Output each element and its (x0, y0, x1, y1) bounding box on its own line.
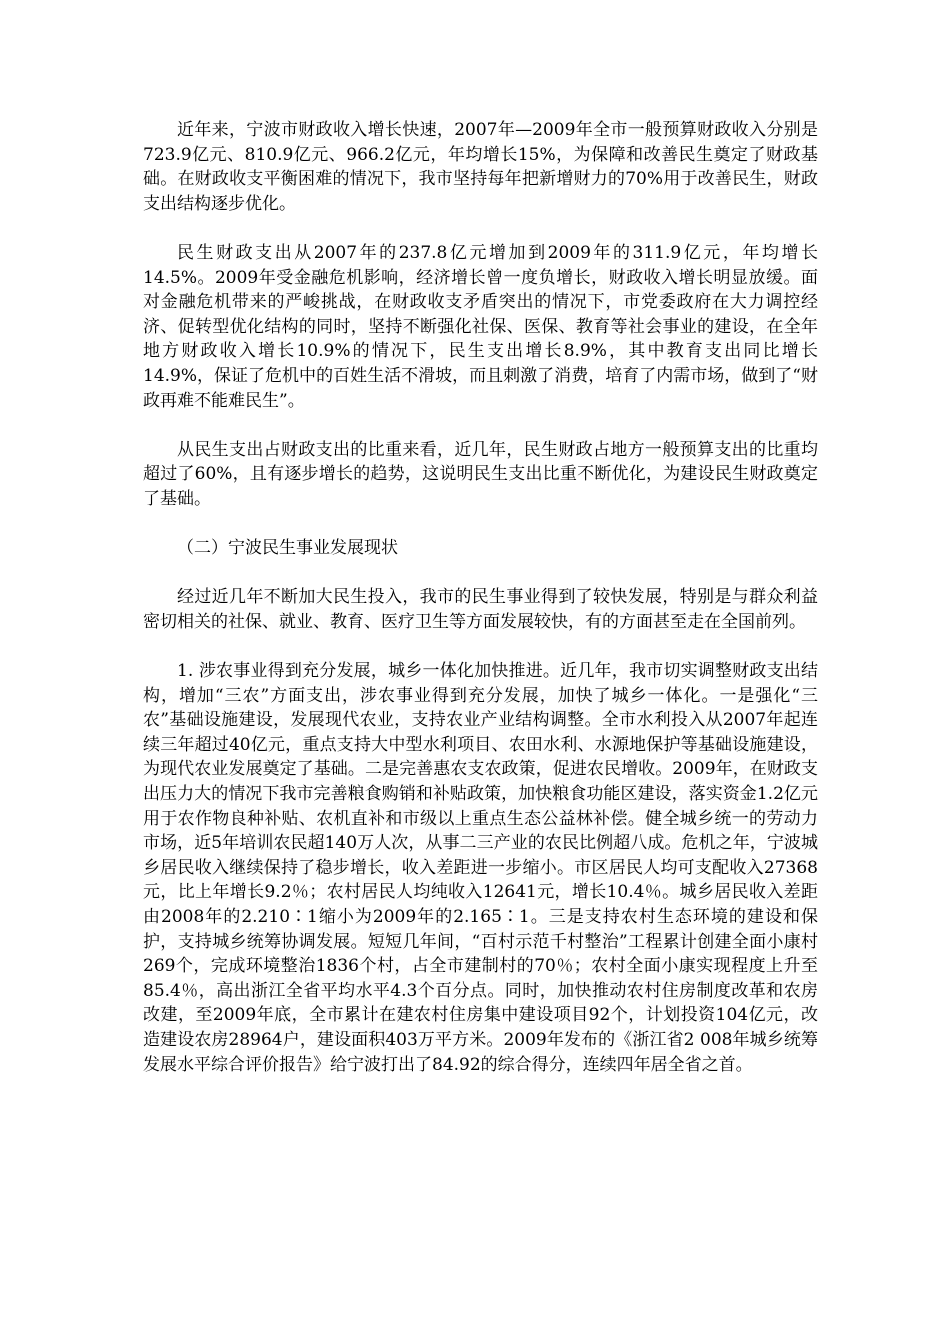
section-heading: （二）宁波民生事业发展现状 (177, 538, 398, 559)
paragraph-fiscal-revenue: 近年来，宁波市财政收入增长快速，2007年—2009年全市一般预算财政收入分别是723.9亿元、810.9亿元、966.2亿元，年均增长15%，为保障和改善民生奠定了财政基础。在财政收支平衡困难的情况下，我市坚持每年把新增财力的70%用于改善民生，财政支出结构逐步优化。 (143, 120, 818, 214)
paragraph-development-overview: 经过近几年不断加大民生投入，我市的民生事业得到了较快发展，特别是与群众利益密切相关的社保、就业、教育、医疗卫生等方面发展较快，有的方面甚至走在全国前列。 (143, 587, 818, 632)
paragraph-rural-development: 1. 涉农事业得到充分发展，城乡一体化加快推进。近几年，我市切实调整财政支出结构，增加“三农”方面支出，涉农事业得到充分发展，加快了城乡一体化。一是强化“三农”基础设施建设，发展现代农业，支持农业产业结构调整。全市水利投入从2007年起连续三年超过40亿元，重点支持大中型水利项目、农田水利、水源地保护等基础设施建设，为现代农业发展奠定了基础。二是完善惠农支农政策，促进农民增收。2009年，在财政支出压力大的情况下我市完善粮食购销和补贴政策，加快粮食功能区建设，落实资金1.2亿元用于农作物良种补贴、农机直补和市级以上重点生态公益林补偿。健全城乡统一的劳动力市场，近5年培训农民超140万人次，从事二三产业的农民比例超八成。危机之年，宁波城乡居民收入继续保持了稳步增长，收入差距进一步缩小。市区居民人均可支配收入27368元，比上年增长9.2％；农村居民人均纯收入12641元，增长10.4％。城乡居民收入差距由2008年的2.210∶1缩小为2009年的2.165∶1。三是支持农村生态环境的建设和保护，支持城乡统筹协调发展。短短几年间，“百村示范千村整治”工程累计创建全面小康村269个，完成环境整治1836个村，占全市建制村的70％；农村全面小康实现程度上升至85.4％，高出浙江全省平均水平4.3个百分点。同时，加快推动农村住房制度改革和农房改建，至2009年底，全市累计在建农村住房集中建设项目92个，计划投资104亿元，改造建设农房28964户，建设面积403万平方米。2009年发布的《浙江省2 008年城乡统筹发展水平综合评价报告》给宁波打出了84.92的综合得分，连续四年居全省之首。 (143, 661, 818, 1075)
paragraph-spending-share: 从民生支出占财政支出的比重来看，近几年，民生财政占地方一般预算支出的比重均超过了60%，且有逐步增长的趋势，这说明民生支出比重不断优化，为建设民生财政奠定了基础。 (143, 439, 818, 509)
document-page (143, 118, 818, 1102)
paragraph-livelihood-spending: 民生财政支出从2007年的237.8亿元增加到2009年的311.9亿元，年均增长14.5%。2009年受金融危机影响，经济增长曾一度负增长，财政收入增长明显放缓。面对金融危机带来的严峻挑战，在财政收支矛盾突出的情况下，市党委政府在大力调控经济、促转型优化结构的同时，坚持不断强化社保、医保、教育等社会事业的建设，在全年地方财政收入增长10.9%的情况下，民生支出增长8.9%，其中教育支出同比增长14.9%，保证了危机中的百姓生活不滑坡，而且刺激了消费，培育了内需市场，做到了“财政再难不能难民生”。 (143, 242, 818, 411)
